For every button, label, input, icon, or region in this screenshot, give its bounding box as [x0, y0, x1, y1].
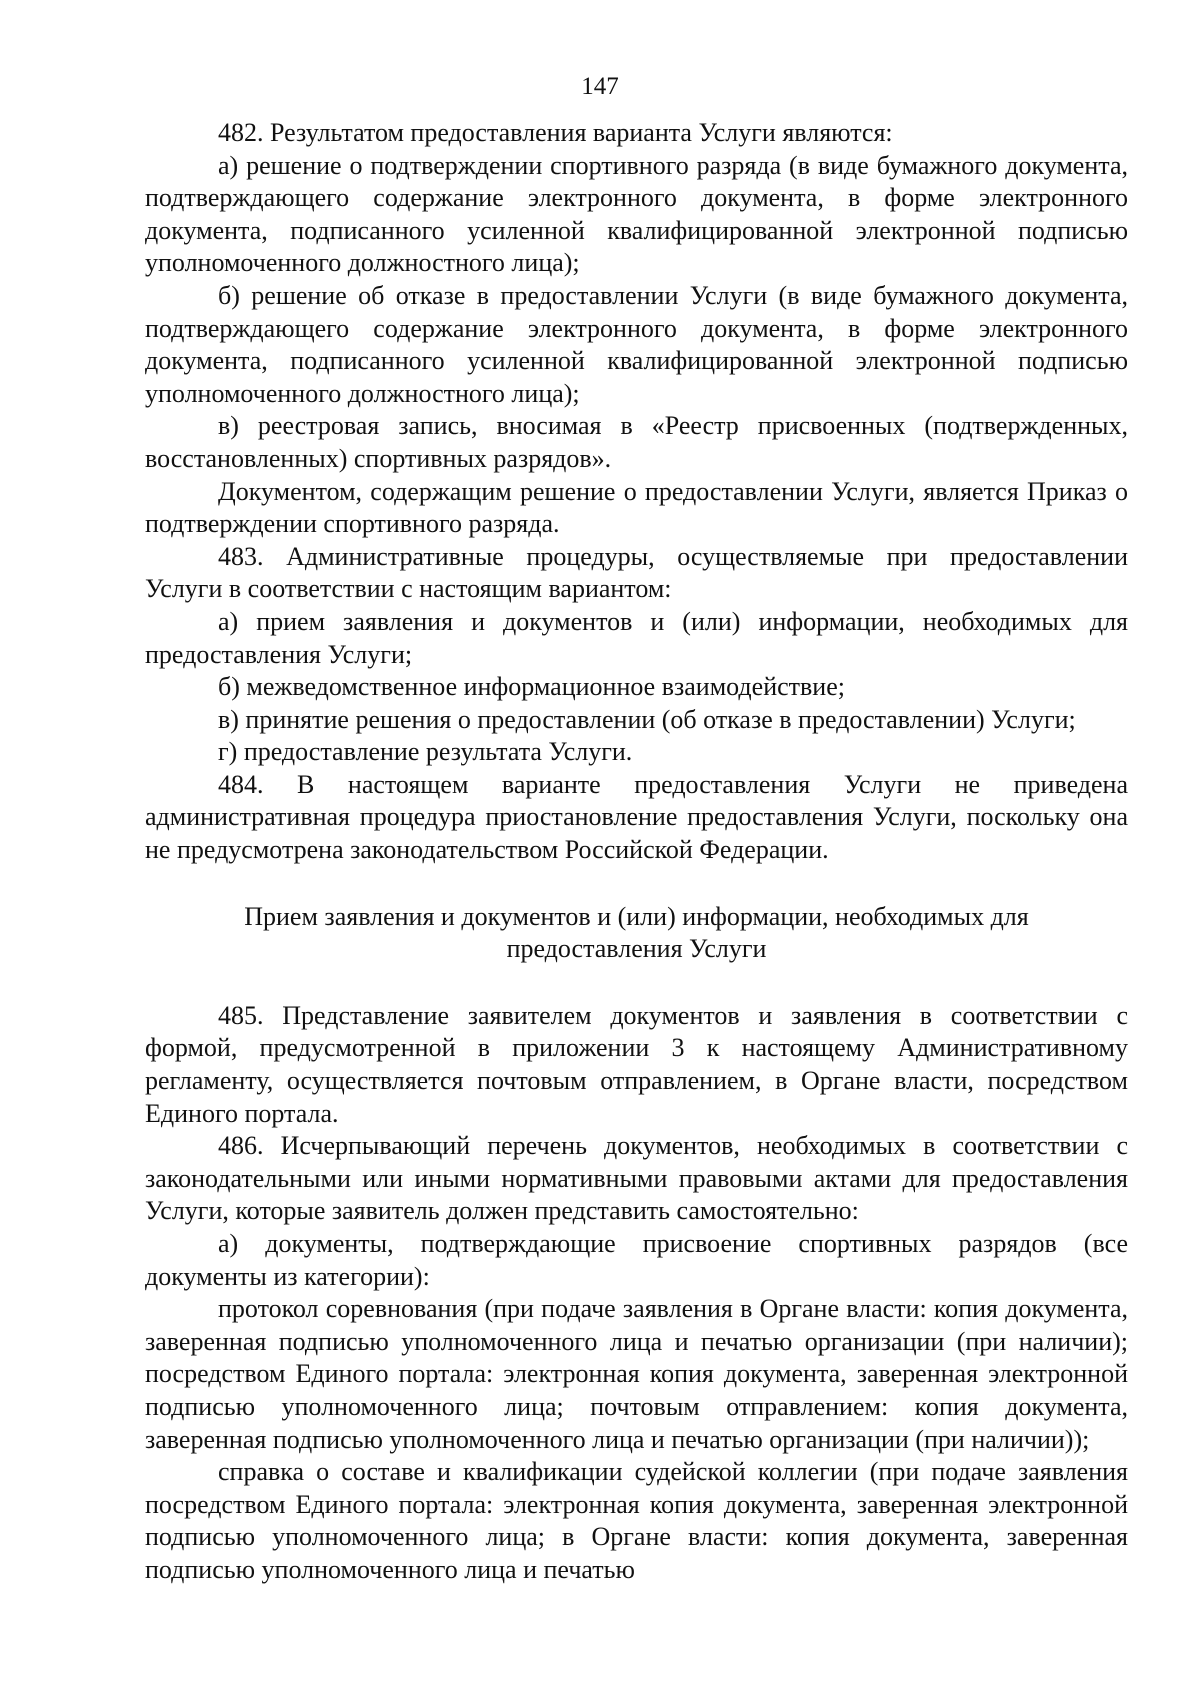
paragraph-486-certificate: справка о составе и квалификации судейской коллегии (при подаче заявления посредством Единого портала: электронная копия документа, заверенная электронной подписью уполномоченного лица; в Органе власти: копия документа, заверенная подписью уполномоченного лица и печатью [145, 1457, 1128, 1584]
paragraph-482-v: в) реестровая запись, вносимая в «Реестр присвоенных (подтвержденных, восстановленных) спортивных разрядов». [145, 411, 1128, 473]
paragraph-483-g: г) предоставление результата Услуги. [218, 737, 633, 767]
paragraph-483: 483. Административные процедуры, осуществляемые при предоставлении Услуги в соответствии с настоящим вариантом: [145, 541, 1128, 604]
section-heading-line-2: предоставления Услуги [506, 934, 767, 964]
paragraph-483-v: в) принятие решения о предоставлении (об отказе в предоставлении) Услуги; [218, 704, 1076, 734]
paragraph-482-a: а) решение о подтверждении спортивного разряда (в виде бумажного документа, подтверждающего содержание электронного документа, в форме электронного документа, подписанного усиленной квалифицированной электронной подписью уполномоченного должностного лица); [145, 150, 1128, 278]
paragraph-484: 484. В настоящем варианте предоставления Услуги не приведена административная процедура приостановление предоставления Услуги, поскольку она не предусмотрена законодательством Российской Федерации. [145, 769, 1128, 865]
page-number: 147 [581, 73, 619, 100]
section-heading-line-1: Прием заявления и документов и (или) информации, необходимых для [244, 901, 1029, 931]
paragraph-483-b: б) межведомственное информационное взаимодействие; [218, 672, 845, 702]
document-body [145, 117, 1128, 1587]
paragraph-486-a: а) документы, подтверждающие присвоение спортивных разрядов (все документы из категории): [145, 1229, 1128, 1291]
paragraph-486: 486. Исчерпывающий перечень документов, необходимых в соответствии с законодательными или иными нормативными правовыми актами для предоставления Услуги, которые заявитель должен представить самостоятельно: [145, 1131, 1128, 1226]
section-heading [145, 901, 1128, 966]
paragraph-485: 485. Представление заявителем документов и заявления в соответствии с формой, предусмотренной в приложении 3 к настоящему Административному регламенту, осуществляется почтовым отправлением, в Органе власти, посредством Единого портала. [145, 1000, 1128, 1128]
paragraph-482: 482. Результатом предоставления варианта Услуги являются: [218, 118, 893, 147]
paragraph-483-a: а) прием заявления и документов и (или) информации, необходимых для предоставления Услуги; [145, 606, 1128, 669]
paragraph-482-b: б) решение об отказе в предоставлении Услуги (в виде бумажного документа, подтверждающего содержание электронного документа, в форме электронного документа, подписанного усиленной квалифицированной электронной подписью уполномоченного должностного лица); [145, 280, 1128, 408]
paragraph-482-document: Документом, содержащим решение о предоставлении Услуги, является Приказ о подтверждении спортивного разряда. [145, 476, 1128, 539]
paragraph-486-protocol: протокол соревнования (при подаче заявления в Органе власти: копия документа, заверенная подписью уполномоченного лица и печатью организации (при наличии); посредством Единого портала: электронная копия документа, заверенная электронной подписью уполномоченного лица; почтовым отправлением: копия документа, заверенная подписью уполномоченного лица и печатью организации (при наличии)); [145, 1294, 1128, 1454]
